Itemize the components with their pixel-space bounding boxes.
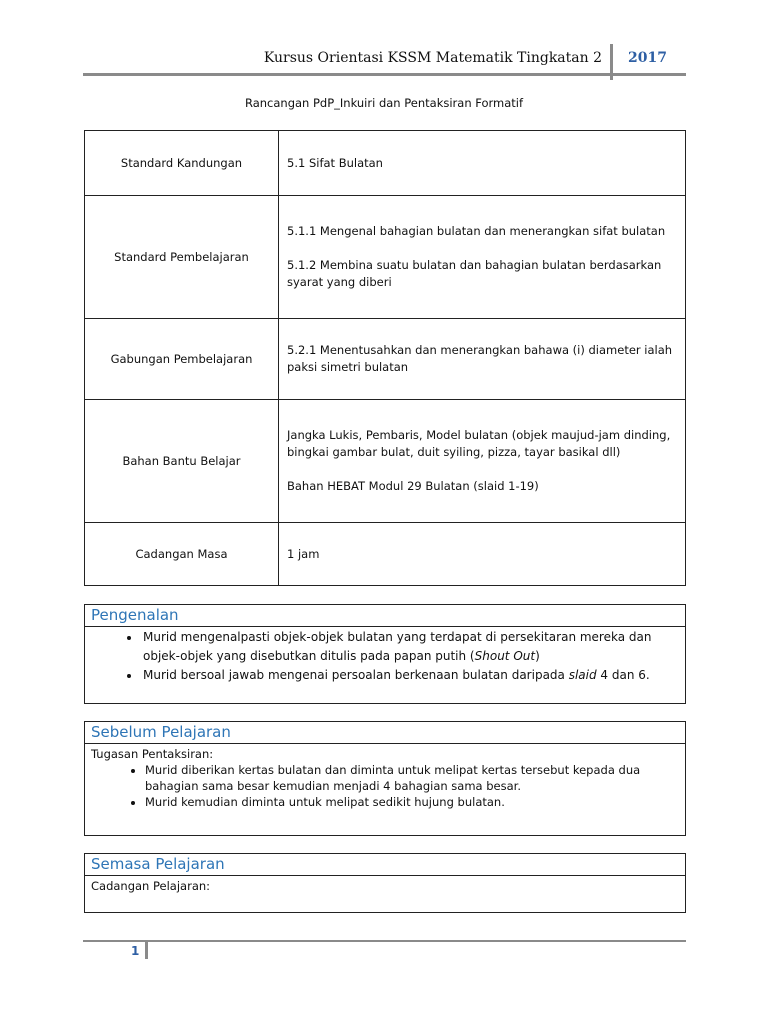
row-value-text: 5.1.2 Membina suatu bulatan dan bahagian bulatan berdasarkan syarat yang diberi <box>287 258 662 289</box>
section-heading: Semasa Pelajaran <box>85 854 685 876</box>
row-label: Bahan Bantu Belajar <box>85 400 279 523</box>
row-label: Cadangan Masa <box>85 523 279 586</box>
table-row <box>85 131 686 196</box>
page-number: 1 <box>131 944 140 958</box>
list-item: • Murid mengenalpasti objek-objek bulatan yang terdapat di persekitaran mereka dan objek-objek yang disebutkan ditulis pada papan putih (Shout Out) <box>141 628 679 666</box>
row-value <box>279 523 686 586</box>
row-value-text: Jangka Lukis, Pembaris, Model bulatan (objek maujud-jam dinding, bingkai gambar bulat, duit syiling, pizza, tayar basikal dll) <box>287 428 671 459</box>
pengenalan-list <box>91 628 679 685</box>
row-value-text: 5.2.1 Menentusahkan dan menerangkan bahawa (i) diameter ialah paksi simetri bulatan <box>287 343 673 374</box>
section-subheading: Tugasan Pentaksiran: <box>91 747 214 761</box>
row-value-text: Bahan HEBAT Modul 29 Bulatan (slaid 1-19) <box>287 479 539 493</box>
pengenalan-section <box>84 604 686 704</box>
sebelum-pelajaran-section <box>84 721 686 836</box>
table-row <box>85 196 686 319</box>
semasa-pelajaran-section <box>84 853 686 913</box>
footer-divider <box>145 941 148 959</box>
list-item: • Murid diberikan kertas bulatan dan diminta untuk melipat kertas tersebut kepada dua bahagian sama besar kemudian menjadi 4 bahagian sama besar. <box>145 762 679 794</box>
row-value <box>279 131 686 196</box>
row-label: Standard Pembelajaran <box>85 196 279 319</box>
row-label: Standard Kandungan <box>85 131 279 196</box>
header-rule <box>83 73 686 76</box>
list-item: • Murid bersoal jawab mengenai persoalan berkenaan bulatan daripada slaid 4 dan 6. <box>141 666 679 685</box>
row-value <box>279 400 686 523</box>
section-subheading: Cadangan Pelajaran: <box>91 879 211 893</box>
row-value-text: 5.1 Sifat Bulatan <box>287 155 383 170</box>
running-header-title: Kursus Orientasi KSSM Matematik Tingkatan 2 <box>263 50 602 66</box>
section-heading: Pengenalan <box>85 605 685 627</box>
table-row <box>85 400 686 523</box>
table-row <box>85 523 686 586</box>
table-row <box>85 319 686 400</box>
section-heading: Sebelum Pelajaran <box>85 722 685 744</box>
footer-rule <box>83 940 686 942</box>
sebelum-list <box>91 762 679 810</box>
list-item: • Murid kemudian diminta untuk melipat sedikit hujung bulatan. <box>145 794 679 810</box>
document-title: Rancangan PdP_Inkuiri dan Pentaksiran Formatif <box>244 96 524 110</box>
lesson-plan-table <box>84 130 686 586</box>
header-year: 2017 <box>628 50 667 66</box>
row-value-text: 1 jam <box>287 546 320 561</box>
row-value <box>279 196 686 319</box>
row-value-text: 5.1.1 Mengenal bahagian bulatan dan menerangkan sifat bulatan <box>287 224 666 238</box>
row-value <box>279 319 686 400</box>
row-label: Gabungan Pembelajaran <box>85 319 279 400</box>
